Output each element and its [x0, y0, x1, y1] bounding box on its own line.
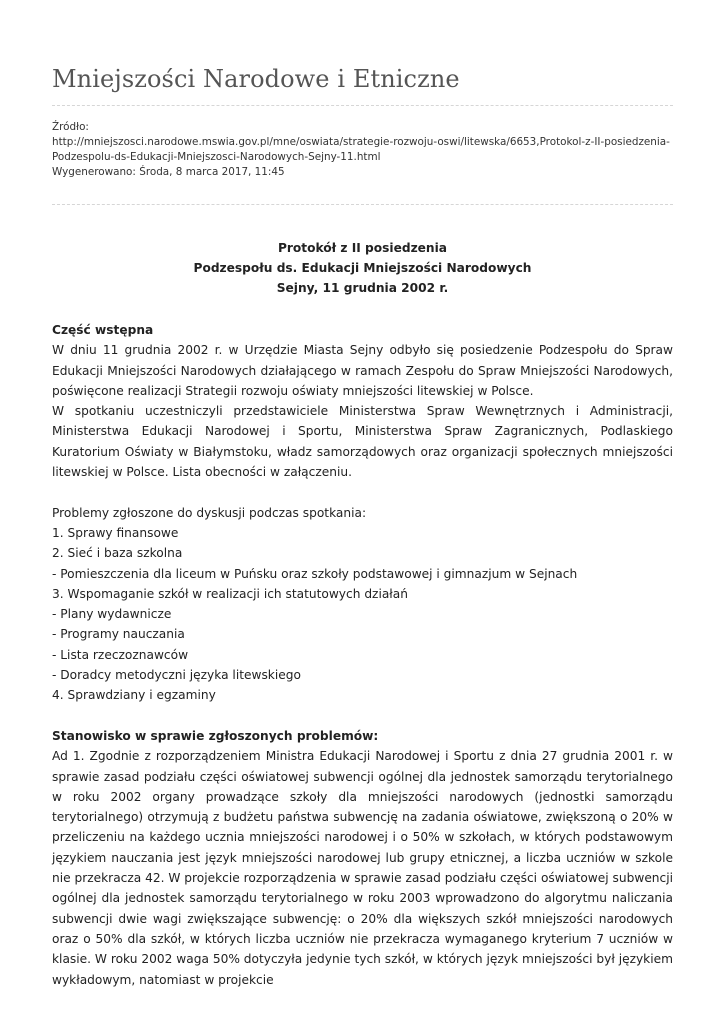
- header-divider: [52, 105, 673, 106]
- source-url-line-2: Podzespolu-ds-Edukacji-Mniejszosci-Narodowych-Sejny-11.html: [52, 151, 381, 163]
- position-title: Stanowisko w sprawie zgłoszonych problemów:: [52, 728, 379, 743]
- problem-item: - Programy nauczania: [52, 627, 185, 642]
- problem-item: 2. Sieć i baza szkolna: [52, 546, 183, 561]
- heading-line-3: Sejny, 11 grudnia 2002 r.: [276, 281, 449, 295]
- problem-item: 4. Sprawdziany i egzaminy: [52, 688, 216, 703]
- problem-item: - Pomieszczenia dla liceum w Puńsku oraz szkoły podstawowej i gimnazjum w Sejnach: [52, 566, 578, 581]
- intro-title: Część wstępna: [52, 323, 154, 337]
- spacer: [52, 706, 673, 726]
- heading-line-2: Podzespołu ds. Edukacji Mniejszości Narodowych: [193, 261, 532, 275]
- generated-timestamp: Wygenerowano: Środa, 8 marca 2017, 11:45: [52, 166, 285, 178]
- problem-item: - Plany wydawnicze: [52, 607, 172, 622]
- heading-line-1: Protokół z II posiedzenia: [277, 241, 448, 255]
- intro-paragraph-1: W dniu 11 grudnia 2002 r. w Urzędzie Miasta Sejny odbyło się posiedzenie Podzespołu do Spraw Edukacji Mniejszości Narodowych działającego w ramach Zespołu do Spraw Mniejszości Narodowych, poświęcone realizacji Strategii rozwoju oświaty mniejszości litewskiej w Polsce.: [52, 343, 673, 398]
- problem-item: 1. Sprawy finansowe: [52, 525, 179, 540]
- problems-intro: Problemy zgłoszone do dyskusji podczas spotkania:: [52, 505, 367, 520]
- site-title: Mniejszości Narodowe i Etniczne: [52, 65, 460, 93]
- document-body: [52, 320, 673, 990]
- problem-item: - Lista rzeczoznawców: [52, 647, 189, 662]
- intro-paragraph-2: W spotkaniu uczestniczyli przedstawiciele Ministerstwa Spraw Wewnętrznych i Administracji, Ministerstwa Edukacji Narodowej i Sportu, Ministerstwa Spraw Zagranicznych, Podlaskiego Kuratorium Oświaty w Białymstoku, władz samorządowych oraz organizacji społecznych mniejszości litewskiej w Polsce. Lista obecności w załączeniu.: [52, 404, 673, 480]
- source-meta: [52, 120, 673, 180]
- problem-item: - Doradcy metodyczni języka litewskiego: [52, 668, 301, 683]
- position-paragraph: Ad 1. Zgodnie z rozporządzeniem Ministra Edukacji Narodowej i Sportu z dnia 27 grudnia 2001 r. w sprawie zasad podziału części oświatowej subwencji ogólnej dla jednostek samorządu terytorialnego w roku 2002 organy prowadzące szkoły dla mniejszości narodowych (jednostki samorządu terytorialnego) otrzymują z budżetu państwa subwencję na zadania oświatowe, zwiększoną o 20% w przeliczeniu na każdego ucznia mniejszości narodowej i o 50% w szkołach, w których podstawowym językiem nauczania jest język mniejszości narodowej lub grupy etnicznej, a liczba uczniów w szkole nie przekracza 42. W projekcie rozporządzenia w sprawie zasad podziału części oświatowej subwencji ogólnej dla jednostek samorządu terytorialnego w roku 2003 wprowadzono do algorytmu naliczania subwencji dwie wagi zwiększające subwencję: o 20% dla większych szkół mniejszości narodowych oraz o 50% dla szkół, w których liczba uczniów nie przekracza wymaganego kryterium 7 uczniów w klasie. W roku 2002 waga 50% dotyczyła jedynie tych szkół, w których język mniejszości był językiem wykładowym, natomiast w projekcie: [52, 749, 674, 987]
- spacer: [52, 482, 673, 502]
- document-heading: [52, 238, 673, 298]
- source-label: Źródło:: [52, 121, 89, 133]
- meta-divider: [52, 204, 673, 205]
- source-url-line-1: http://mniejszosci.narodowe.mswia.gov.pl/mne/oswiata/strategie-rozwoju-oswi/litewska/6653,Protokol-z-II-posiedzenia-: [52, 136, 670, 148]
- problem-item: 3. Wspomaganie szkół w realizacji ich statutowych działań: [52, 586, 408, 601]
